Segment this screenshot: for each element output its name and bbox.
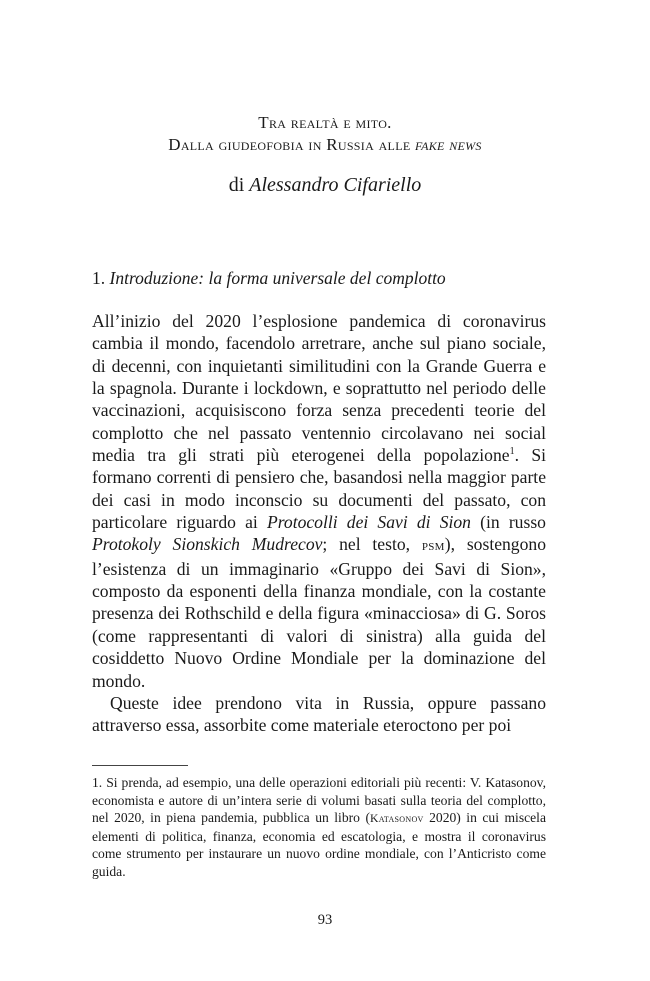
chapter-title-text-2: Dalla giudeofobia in Russia alle [168, 135, 415, 154]
p1-text-c: (in russo [470, 512, 546, 533]
chapter-title-text-1: Tra realtà e mito. [258, 113, 392, 132]
section-title: Introduzione: la forma universale del complotto [109, 268, 446, 288]
author-line [0, 172, 650, 198]
author-prefix: di [228, 174, 250, 196]
footnote-text-a: 1. Si prenda, ad esempio, una delle operazioni editoriali più recenti: V. Katasonov, economista e autore di un’intera serie di volumi basati sulla teoria del complotto, nel 2020, in piena pandemia, pubblica un libro ( [92, 775, 546, 826]
p1-text-e: ), sostengono l’esistenza di un immaginario «Gruppo dei Savi di Sion», composto da esponenti della finanza mondiale, con la costante presenza dei Rothschild e della figura «minacciosa» di G. Soros (come rappresentanti di valori di sinistra) alla guida del cosiddetto Nuovo Ordine Mondiale per la dominazione del mondo. [92, 534, 546, 691]
author-name: Alessandro Cifariello [249, 174, 422, 196]
paragraph-1 [92, 310, 546, 692]
footnote-marker[interactable]: 1 [509, 446, 515, 458]
p1-text-a: All’inizio del 2020 l’esplosione pandemica di coronavirus cambia il mondo, facendolo arretrare, anche sul piano sociale, di decenni, con inquietanti similitudini con la Grande Guerra e la spagnola. Durante i lockdown, e soprattutto nel periodo delle vaccinazioni, acquisiscono forza senza precedenti teorie del complotto che nel passato ventennio circolavano nei social media tra gli strati più eterogenei della popolazione [92, 311, 546, 466]
footnote-divider [92, 765, 188, 766]
p1-text-b: . Si formano correnti di pensiero che, basandosi nella maggior parte dei casi in modo inconscio su documenti del passato, con particolare riguardo ai [92, 445, 546, 533]
footnote-1 [92, 774, 546, 881]
chapter-title-line-1 [0, 112, 650, 134]
footnote-reference: Katasonov [369, 812, 424, 826]
section-heading [92, 266, 547, 290]
footnote-text-b: 2020) in cui miscela elementi di politica, finanza, economia ed escatologia, e mostra il coronavirus come strumento per instaurare un nuovo ordine mondiale, con l’Anticristo come guida. [92, 810, 546, 879]
chapter-title-fake-news: fake news [415, 135, 482, 154]
body-text [92, 310, 546, 737]
section-number: 1. [92, 268, 110, 288]
p1-italic-protocolli: Protocolli dei Savi di Sion [266, 512, 471, 533]
p1-text-d: ; nel testo, [322, 534, 422, 555]
p1-abbreviation: psm [421, 538, 445, 555]
paragraph-2: Queste idee prendono vita in Russia, oppure passano attraverso essa, assorbite come materiale eteroctono per poi [92, 692, 546, 736]
p1-italic-protokoly: Protokoly Sionskich Mudrecov [92, 534, 323, 555]
chapter-title-line-2 [0, 134, 650, 156]
page-number: 93 [317, 912, 333, 928]
